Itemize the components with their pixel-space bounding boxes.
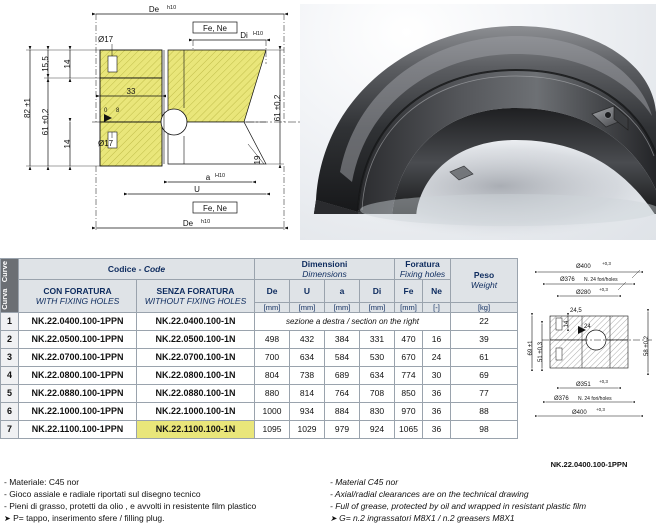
cell-de: 700: [255, 348, 290, 366]
header-with-holes-it: CON FORATURA: [43, 285, 112, 296]
row-number: 2: [1, 330, 19, 348]
cell-u: 738: [290, 366, 325, 384]
header-dim-it: Dimensioni: [301, 259, 348, 269]
detail-drawing: [520, 256, 658, 461]
header-code-group: [19, 259, 255, 280]
table-body: [1, 312, 518, 438]
note-en-1: - Material C45 nor: [330, 477, 399, 487]
cell-fe: 774: [395, 366, 423, 384]
cell-a: 584: [325, 348, 360, 366]
header-col-de: De: [255, 280, 290, 303]
weight: 69: [451, 366, 518, 384]
code-without-holes[interactable]: NK.22.0880.100-1N: [137, 384, 255, 402]
table-row[interactable]: [1, 312, 518, 330]
cell-ne: 36: [423, 384, 451, 402]
header-with-holes: [19, 280, 137, 313]
code-without-holes[interactable]: NK.22.0400.100-1N: [137, 312, 255, 330]
header-without-holes: [137, 280, 255, 313]
cell-fe: 850: [395, 384, 423, 402]
code-with-holes[interactable]: NK.22.0400.100-1PPN: [19, 312, 137, 330]
triangle-bullet-icon: ➤: [4, 514, 11, 523]
label-fe-ne-bottom: Fe, Ne: [202, 204, 228, 213]
cell-de: 804: [255, 366, 290, 384]
header-dimensions-group: [255, 259, 395, 280]
code-without-holes[interactable]: NK.22.1100.100-1N: [137, 420, 255, 438]
row-number: 3: [1, 348, 19, 366]
cell-a: 884: [325, 402, 360, 420]
label-a-tol: H10: [215, 173, 226, 179]
cell-a: 764: [325, 384, 360, 402]
header-col-fe: Fe: [395, 280, 423, 303]
table-row[interactable]: [1, 402, 518, 420]
cell-u: 1029: [290, 420, 325, 438]
header-holes-en: Fixing holes: [399, 269, 446, 279]
cell-u: 934: [290, 402, 325, 420]
sd-label-58: 58 ±0,2: [644, 336, 650, 356]
cell-fe: 470: [395, 330, 423, 348]
cell-ne: 16: [423, 330, 451, 348]
label-15-5: 15,5: [41, 56, 50, 72]
table: [0, 258, 518, 439]
cell-di: 634: [360, 366, 395, 384]
sd-label-d400-top-tol: +0,3: [602, 261, 611, 266]
sd-label-24-5: 24,5: [570, 308, 582, 314]
note-en-2: - Axial/radial clearances are on the technical drawing: [330, 489, 529, 499]
weight: 98: [451, 420, 518, 438]
row-number: 7: [1, 420, 19, 438]
note-it-1: - Materiale: C45 nor: [4, 477, 80, 487]
cell-di: 830: [360, 402, 395, 420]
sd-label-d400-top: Ø400: [576, 264, 591, 270]
header-col-ne: Ne: [423, 280, 451, 303]
notes-column-en: [330, 476, 656, 525]
row-number: 5: [1, 384, 19, 402]
label-di-tol: H10: [253, 31, 264, 37]
weight: 61: [451, 348, 518, 366]
cell-di: 708: [360, 384, 395, 402]
label-82: 82 ±1: [23, 98, 32, 118]
product-table: [0, 258, 518, 439]
label-61-left: 61 ±0,2: [41, 108, 50, 136]
sd-label-51: 51 ±0,3: [538, 342, 544, 362]
detail-drawing-caption: NK.22.0400.100-1PPN: [550, 460, 628, 469]
header-col-u: U: [290, 280, 325, 303]
row-number: 4: [1, 366, 19, 384]
cell-ne: 24: [423, 348, 451, 366]
cell-di: 530: [360, 348, 395, 366]
table-row[interactable]: [1, 330, 518, 348]
cell-fe: 970: [395, 402, 423, 420]
sd-label-d376-b: Ø376: [554, 396, 569, 402]
header-weight-en: Weight: [470, 280, 498, 291]
sd-label-d400-bot-tol: +0,3: [596, 407, 605, 412]
row-number: 6: [1, 402, 19, 420]
row-number: 1: [1, 312, 19, 330]
label-de-bottom-tol: h10: [201, 219, 211, 225]
table-row[interactable]: [1, 348, 518, 366]
unit-de: [mm]: [255, 302, 290, 312]
cell-fe: 1065: [395, 420, 423, 438]
cell-u: 814: [290, 384, 325, 402]
table-row[interactable]: [1, 366, 518, 384]
code-with-holes[interactable]: NK.22.0500.100-1PPN: [19, 330, 137, 348]
header-weight-it: Peso: [473, 270, 495, 281]
header-with-holes-en: WITH FIXING HOLES: [35, 295, 120, 306]
label-61-right: 61 ±0,2: [273, 94, 282, 122]
sd-label-d376-b-note: N. 24 fori/holes: [578, 396, 612, 402]
unit-fe: [mm]: [395, 302, 423, 312]
sd-label-69: 69 ±1: [528, 340, 534, 356]
header-weight-group: [451, 259, 518, 303]
weight: 22: [451, 312, 518, 330]
code-without-holes[interactable]: NK.22.0500.100-1N: [137, 330, 255, 348]
header-code-en: Code: [143, 264, 166, 274]
header-dim-en: Dimensions: [302, 269, 347, 279]
unit-a: [mm]: [325, 302, 360, 312]
header-code-it: Codice: [107, 264, 137, 274]
unit-di: [mm]: [360, 302, 395, 312]
note-en-4: G= n.2 ingrassatori M8X1 / n.2 greasers M8X1: [339, 513, 515, 523]
cell-de: 880: [255, 384, 290, 402]
label-33: 33: [126, 87, 136, 96]
sidebar-label-en: Curve: [0, 261, 9, 283]
cell-ne: 36: [423, 420, 451, 438]
header-holes-it: Foratura: [405, 259, 440, 269]
label-a: a: [205, 173, 211, 182]
label-u: U: [194, 185, 200, 194]
label-14-lower: 14: [63, 139, 72, 149]
sd-label-d376: Ø376: [560, 277, 575, 283]
note-it-3: - Pieni di grasso, protetti da olio , e avvolti in resistente film plastico: [4, 501, 257, 511]
cell-u: 634: [290, 348, 325, 366]
unit-ne: [-]: [423, 302, 451, 312]
weight: 88: [451, 402, 518, 420]
header-without-holes-it: SENZA FORATURA: [156, 285, 235, 296]
cell-di: 331: [360, 330, 395, 348]
table-row[interactable]: [1, 384, 518, 402]
technical-drawing: [8, 4, 300, 240]
notes-column-it: [4, 476, 330, 525]
sd-label-d280-tol: +0,3: [599, 287, 608, 292]
cell-di: 924: [360, 420, 395, 438]
footer-notes: [4, 476, 656, 525]
sd-label-d351: Ø351: [576, 382, 591, 388]
label-di: Di: [240, 31, 248, 40]
cell-ne: 36: [423, 402, 451, 420]
unit-weight: [kg]: [451, 302, 518, 312]
sidebar-label-it: Curva: [0, 288, 9, 310]
sd-label-14: 14: [564, 320, 570, 328]
sd-label-d400-bot: Ø400: [572, 410, 587, 416]
label-de-bottom: De: [182, 219, 194, 228]
label-angle-0: 0: [104, 108, 108, 114]
code-without-holes[interactable]: NK.22.0800.100-1N: [137, 366, 255, 384]
code-without-holes[interactable]: NK.22.1000.100-1N: [137, 402, 255, 420]
code-with-holes[interactable]: NK.22.0700.100-1PPN: [19, 348, 137, 366]
sd-label-24: 24: [584, 324, 591, 330]
cell-u: 432: [290, 330, 325, 348]
note-it-2: - Gioco assiale e radiale riportati sul disegno tecnico: [4, 489, 201, 499]
table-row[interactable]: [1, 420, 518, 438]
cell-de: 1000: [255, 402, 290, 420]
product-photo: [300, 4, 656, 240]
code-without-holes[interactable]: NK.22.0700.100-1N: [137, 348, 255, 366]
cell-a: 689: [325, 366, 360, 384]
cell-a: 979: [325, 420, 360, 438]
cell-fe: 670: [395, 348, 423, 366]
drawing-and-photo-area: [0, 0, 660, 245]
cell-de: 498: [255, 330, 290, 348]
code-with-holes[interactable]: NK.22.1000.100-1PPN: [19, 402, 137, 420]
label-de-top: De: [148, 5, 160, 14]
row1-section-note: sezione a destra / section on the right: [255, 312, 451, 330]
note-en-3: - Full of grease, protected by oil and wrapped in resistant plastic film: [330, 501, 587, 511]
label-angle-8: 8: [116, 108, 120, 114]
header-without-holes-en: WITHOUT FIXING HOLES: [144, 295, 247, 306]
cell-ne: 30: [423, 366, 451, 384]
header-holes-group: [395, 259, 451, 280]
label-fe-ne-top: Fe, Ne: [202, 24, 228, 33]
code-with-holes[interactable]: NK.22.1100.100-1PPN: [19, 420, 137, 438]
weight: 39: [451, 330, 518, 348]
header-col-di: Di: [360, 280, 395, 303]
code-with-holes[interactable]: NK.22.0800.100-1PPN: [19, 366, 137, 384]
label-diam17-top: Ø17: [98, 35, 114, 44]
label-19: 19: [253, 155, 262, 165]
sd-label-d351-tol: +0,3: [599, 379, 608, 384]
cell-a: 384: [325, 330, 360, 348]
weight: 77: [451, 384, 518, 402]
cell-de: 1095: [255, 420, 290, 438]
label-de-top-tol: h10: [167, 5, 177, 11]
code-with-holes[interactable]: NK.22.0880.100-1PPN: [19, 384, 137, 402]
label-diam17-bottom: Ø17: [98, 139, 114, 148]
header-col-a: a: [325, 280, 360, 303]
sd-label-d280: Ø280: [576, 290, 591, 296]
header-code-sep: -: [138, 264, 142, 274]
unit-u: [mm]: [290, 302, 325, 312]
sd-label-d376-note: N. 24 fori/holes: [584, 277, 618, 283]
triangle-bullet-icon-2: ➤: [330, 514, 337, 523]
label-14-upper: 14: [63, 59, 72, 69]
note-it-4: P= tappo, inserimento sfere / filling plug.: [13, 513, 165, 523]
table-sidebar-curve: [1, 259, 19, 313]
